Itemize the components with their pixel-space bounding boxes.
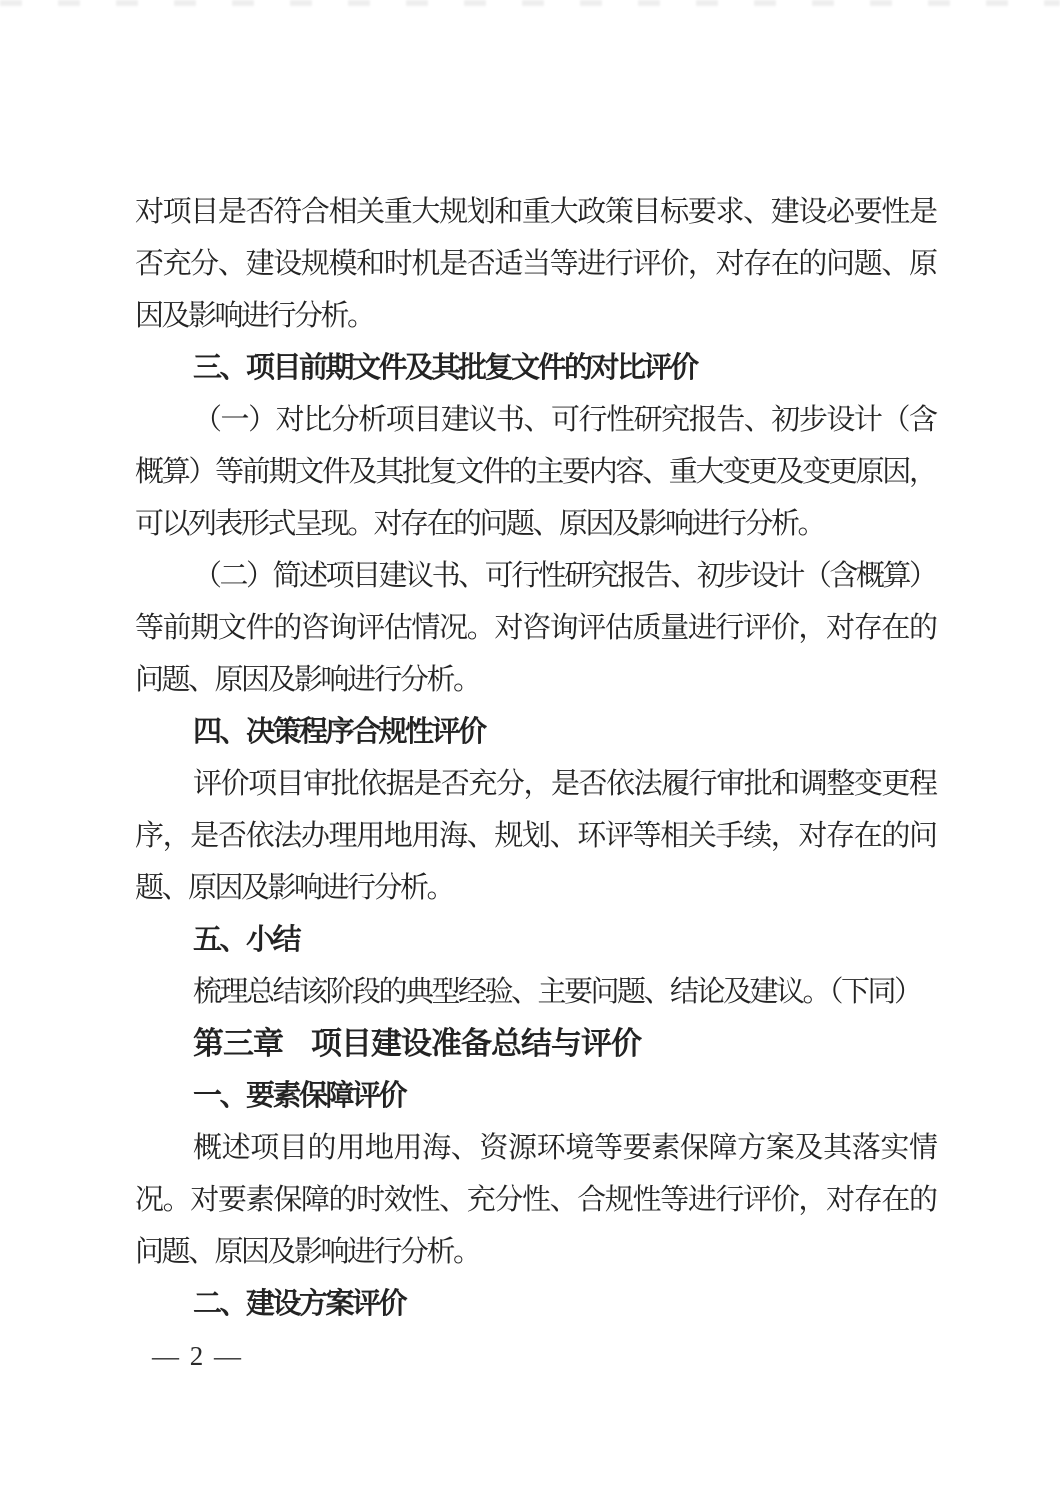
- chapter-title: 项目建设准备总结与评价: [311, 1026, 641, 1061]
- text-line: 因及影响进行分析。: [135, 300, 374, 332]
- page-number: — 2 —: [152, 1341, 243, 1371]
- section-heading: 五、小结: [193, 924, 300, 956]
- text-line: 问题、原因及影响进行分析。: [135, 664, 480, 696]
- text-line: 等前期文件的咨询评估情况。对咨询评估质量进行评价，对存在的: [135, 612, 935, 644]
- section-heading: 四、决策程序合规性评价: [193, 716, 485, 748]
- text-line: 对项目是否符合相关重大规划和重大政策目标要求、建设必要性是: [135, 196, 935, 228]
- text-line: 况。对要素保障的时效性、充分性、合规性等进行评价，对存在的: [135, 1184, 935, 1216]
- section-heading: 一、要素保障评价: [193, 1080, 406, 1112]
- document-body: [135, 186, 935, 1330]
- text-line: （一）对比分析项目建议书、可行性研究报告、初步设计（含: [193, 404, 935, 436]
- text-line: 评价项目审批依据是否充分，是否依法履行审批和调整变更程: [193, 768, 935, 800]
- text-line: 问题、原因及影响进行分析。: [135, 1236, 480, 1268]
- text-line: 梳理总结该阶段的典型经验、主要问题、结论及建议。（下同）: [193, 976, 921, 1008]
- text-line: 题、原因及影响进行分析。: [135, 872, 454, 904]
- text-line: 否充分、建设规模和时机是否适当等进行评价，对存在的问题、原: [135, 248, 935, 280]
- section-heading: 二、建设方案评价: [193, 1288, 406, 1320]
- text-line: （二）简述项目建议书、可行性研究报告、初步设计（含概算）: [193, 560, 935, 592]
- text-line: 概述项目的用地用海、资源环境等要素保障方案及其落实情: [193, 1132, 935, 1164]
- chapter-number: 第三章: [193, 1026, 283, 1061]
- scan-artifact: [0, 0, 1060, 6]
- text-line: 序，是否依法办理用地用海、规划、环评等相关手续，对存在的问: [135, 820, 935, 852]
- text-line: 可以列表形式呈现。对存在的问题、原因及影响进行分析。: [135, 508, 825, 540]
- section-heading: 三、项目前期文件及其批复文件的对比评价: [193, 352, 697, 384]
- chapter-heading: [135, 1018, 935, 1070]
- text-line: 概算）等前期文件及其批复文件的主要内容、重大变更及变更原因，: [135, 456, 935, 488]
